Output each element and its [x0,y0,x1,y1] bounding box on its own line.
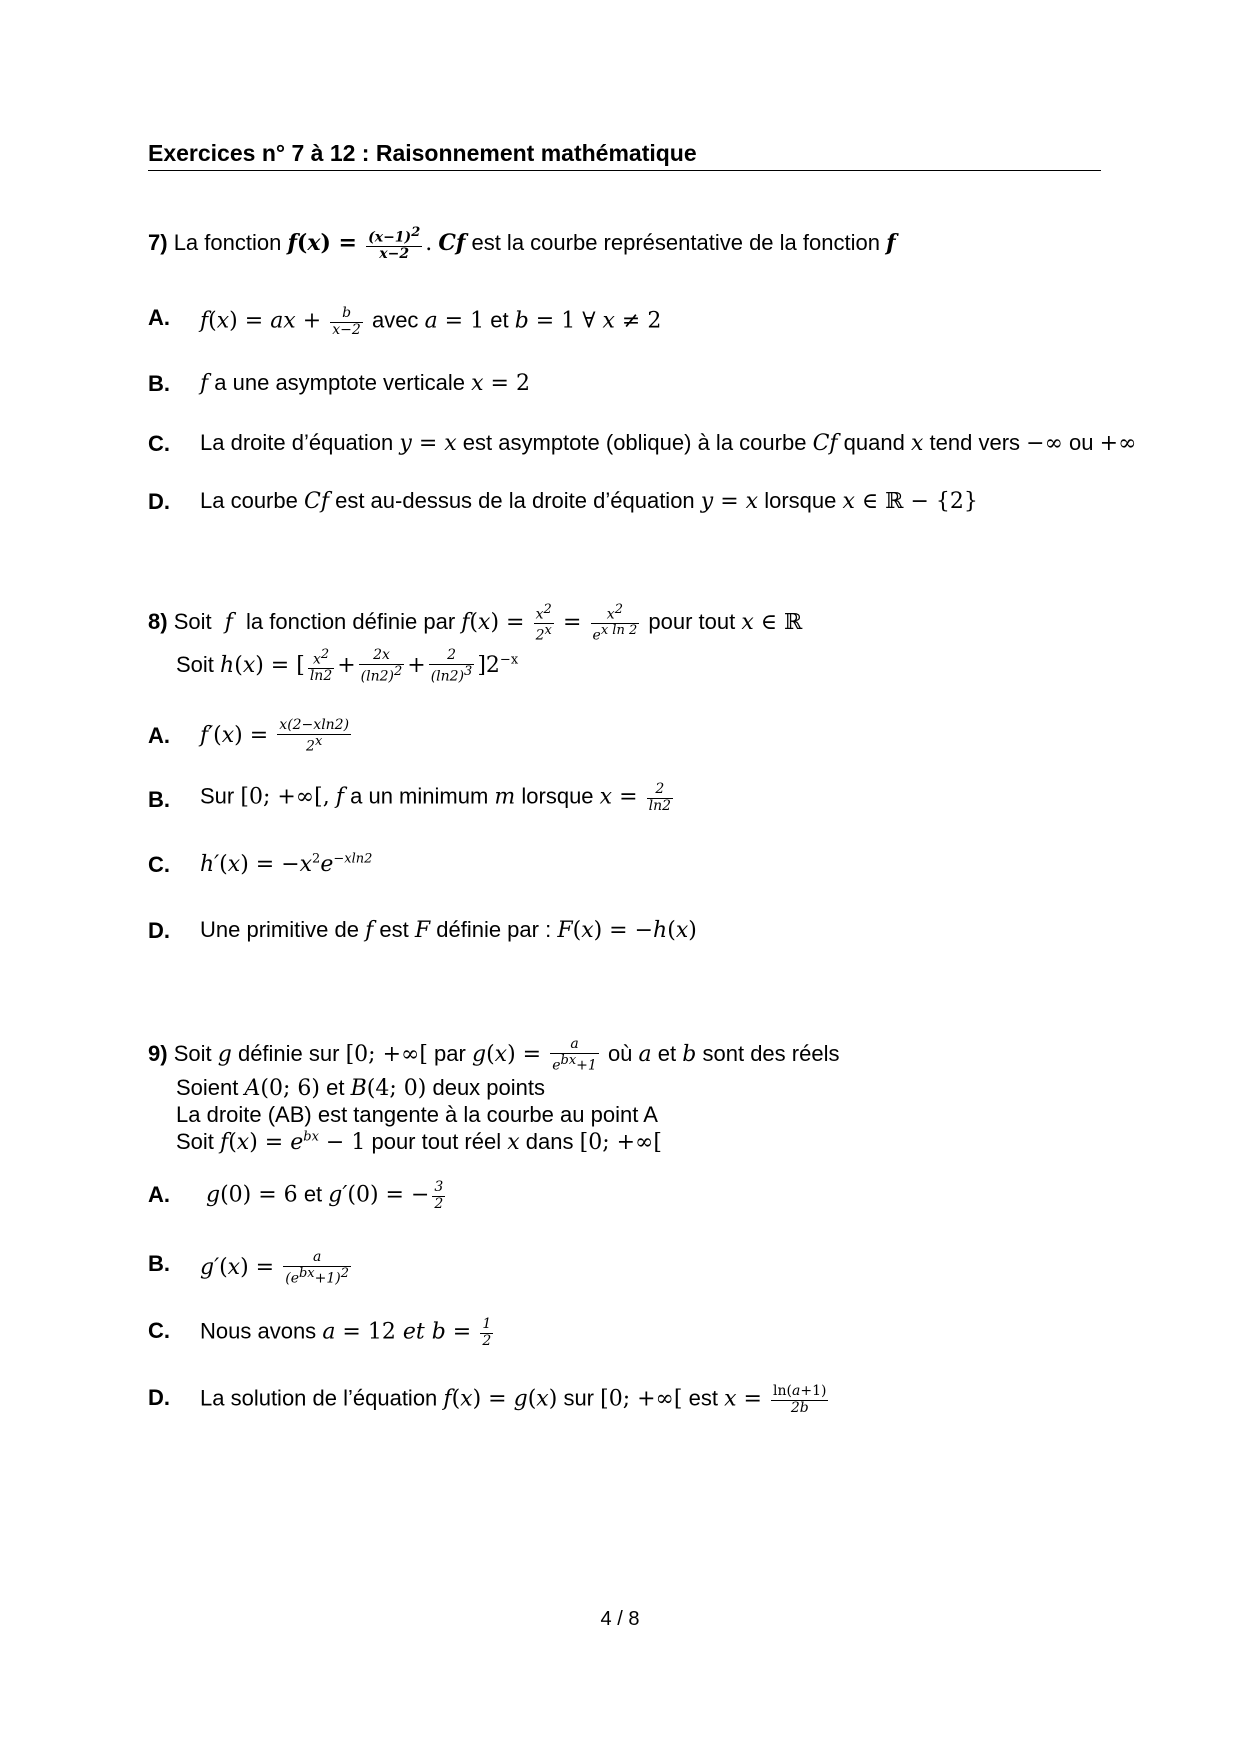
ex8-option-a: f′(x) = $\frac{x(2-xln2)}{2^x}$ [200,717,350,755]
section-title: Exercices n° 7 à 12 : Raisonnement mathématique [148,140,697,166]
exercise-8-statement-line2: Soit h(x) = [ $\frac{x^2}{\ln 2}$ + $\frac{2x}{(\ln 2)^2}$ + $\frac{2}{(\ln 2)^3}$ ]$2^{-x}$ [176,647,519,685]
exercise-8-statement: 8) Soit f la fonction définie par f(x) = $\frac{x^2}{2^x}$ = $\frac{x^2}{e^{x ln 2}}$ pour tout x ∈ ℝ [148,602,803,644]
section-header [148,140,1101,171]
option-label: D. [148,489,170,514]
option-label: D. [148,1385,170,1410]
exercise-9-line4: Soit $f(x) = e^{bx} - 1$ pour tout réel x dans [0; +∞[ [176,1129,662,1155]
option-label: B. [148,371,170,396]
ex7-option-a: f(x) = ax + $\frac{b}{x-2}$ avec a = 1 et b = 1 ∀ x ≠ 2 [200,305,662,338]
option-label: B. [148,787,170,812]
option-label: C. [148,1318,170,1343]
exercise-7-statement: 7) La fonction f(x) = $\frac{(x-1)^2}{x-2}$ . Cf est la courbe représentative de la fonction f [148,225,896,263]
exercise-number: 7) [148,229,168,255]
ex7-option-b: f a une asymptote verticale x = 2 [200,370,530,396]
option-label: A. [148,305,170,330]
ex8-option-c: $h'(x) = -x^2e^{-xln2}$ [200,851,373,877]
exercise-9-statement: 9) Soit g définie sur [0; +∞[ par g(x) = $\frac{a}{e^{bx}+1}$ où a et b sont des réels [148,1036,840,1074]
exercise-9-line3: La droite (AB) est tangente à la courbe au point A [176,1102,658,1127]
option-label: C. [148,852,170,877]
ex9-option-a: g(0) = 6 et g′(0) = − $\frac{3}{2}$ [206,1179,444,1212]
exercise-9-line2: Soient A(0; 6) et B(4; 0) deux points [176,1075,545,1101]
option-label: D. [148,918,170,943]
option-label: A. [148,723,170,748]
ex9-option-b: g′(x) = $\frac{a}{(e^{bx}+1)^2}$ [200,1249,350,1287]
page-number: 4 / 8 [600,1608,640,1630]
ex9-option-c: Nous avons a = 12 et b = $\frac{1}{2}$ [200,1316,492,1349]
ex7-option-c: La droite d’équation y = x est asymptote (oblique) à la courbe Cf quand x tend vers −∞ ou +∞ [200,430,1137,456]
ex9-option-d: La solution de l’équation f(x) = g(x) sur [0; +∞[ est x = $\frac{\ln(a+1)}{2b}$ [200,1383,827,1416]
exercise-number: 8) [148,609,168,635]
ex8-option-d: Une primitive de f est F définie par : F(x) = −h(x) [200,917,697,943]
option-label: C. [148,431,170,456]
exercise-number: 9) [148,1040,168,1066]
ex8-option-b: Sur [0; +∞[, f a un minimum m lorsque x = $\frac{2}{\ln 2}$ [200,781,672,814]
ex7-option-d: La courbe Cf est au-dessus de la droite d’équation y = x lorsque x ∈ ℝ − {2} [200,488,978,514]
option-label: A. [148,1182,170,1207]
option-label: B. [148,1251,170,1276]
